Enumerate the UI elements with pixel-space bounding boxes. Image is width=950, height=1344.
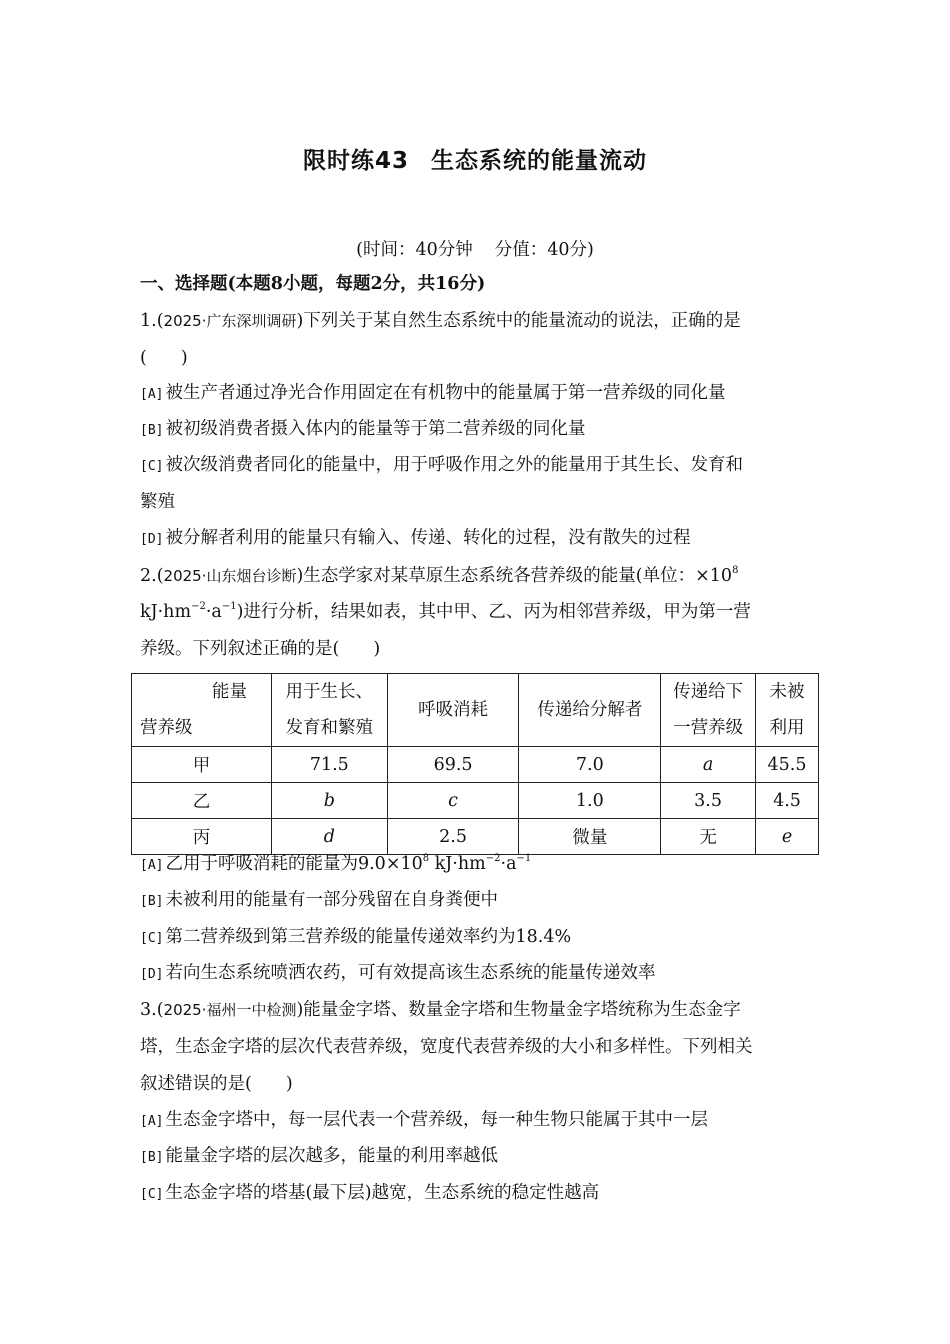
page-title: 限时练43 生态系统的能量流动: [302, 148, 647, 174]
q1-option-c-cont: 繁殖: [140, 492, 175, 512]
exam-meta: [0, 236, 950, 261]
section-heading: 一、选择题(本题8小题，每题2分，共16分): [140, 274, 486, 294]
q3-option-c: [C] 生态金字塔的塔基(最下层)越宽，生态系统的稳定性越高: [140, 1183, 600, 1203]
q3-stem: 3.(2025·福州一中检测)能量金字塔、数量金字塔和生物量金字塔统称为生态金字: [140, 1000, 741, 1020]
q3-stem-line3: 叙述错误的是( ): [140, 1074, 293, 1094]
q3-stem-line2: 塔，生态金字塔的层次代表营养级，宽度代表营养级的大小和多样性。下列相关: [140, 1037, 753, 1057]
table-header: 传递给分解者: [519, 674, 661, 747]
q3-source: 2025·福州一中检测: [163, 1001, 297, 1019]
table-header: 用于生长、 发育和繁殖: [271, 674, 387, 747]
q1-option-d: [D] 被分解者利用的能量只有输入、传递、转化的过程，没有散失的过程: [140, 528, 691, 548]
q1-source: 2025·广东深圳调研: [163, 312, 297, 330]
q1-option-b: [B] 被初级消费者摄入体内的能量等于第二营养级的同化量: [140, 419, 586, 439]
q2-option-c: [C] 第二营养级到第三营养级的能量传递效率约为18.4%: [140, 927, 572, 947]
score-total: 分值：40分): [494, 240, 594, 260]
q1-option-c: [C] 被次级消费者同化的能量中，用于呼吸作用之外的能量用于其生长、发育和: [140, 455, 743, 475]
q2-stem: 2.(2025·山东烟台诊断)生态学家对某草原生态系统各营养级的能量(单位：$\times 10^8$: [140, 565, 739, 586]
table-row: 乙 b c 1.0 3.5 4.5: [132, 783, 819, 819]
q2-stem-line2: $kJ\cdot hm^{-2}\cdot a^{-1}$)进行分析，结果如表，其中甲、乙、丙为相邻营养级，甲为第一营: [140, 601, 751, 622]
q2-option-a: [A] 乙用于呼吸消耗的能量为$9.0\times 10^8$ $kJ\cdot hm^{-2}\cdot a^{-1}$: [140, 853, 532, 874]
q1-stem: 1.(2025·广东深圳调研)下列关于某自然生态系统中的能量流动的说法，正确的是: [140, 311, 741, 331]
table-header-row: [132, 674, 819, 747]
table-row: 丙 d 2.5 微量 无 e: [132, 819, 819, 855]
table-header: 呼吸消耗: [387, 674, 519, 747]
q2-option-b: [B] 未被利用的能量有一部分残留在自身粪便中: [140, 890, 498, 910]
table-corner: 能量 营养级: [132, 674, 272, 747]
q3-option-b: [B] 能量金字塔的层次越多，能量的利用率越低: [140, 1146, 498, 1166]
q2-source: 2025·山东烟台诊断: [163, 567, 297, 585]
energy-table: [131, 673, 819, 855]
q2-stem-line3: 养级。下列叙述正确的是( ): [140, 639, 381, 659]
q2-option-d: [D] 若向生态系统喷洒农药，可有效提高该生态系统的能量传递效率: [140, 963, 656, 983]
time-limit: (时间：40分钟: [356, 240, 473, 260]
table-header: 未被 利用: [756, 674, 819, 747]
table-header: 传递给下 一营养级: [661, 674, 756, 747]
q1-answer-blank: ( ): [140, 348, 188, 368]
table-row: 甲 71.5 69.5 7.0 a 45.5: [132, 747, 819, 783]
q1-option-a: [A] 被生产者通过净光合作用固定在有机物中的能量属于第一营养级的同化量: [140, 383, 726, 403]
q3-option-a: [A] 生态金字塔中，每一层代表一个营养级，每一种生物只能属于其中一层: [140, 1110, 708, 1130]
